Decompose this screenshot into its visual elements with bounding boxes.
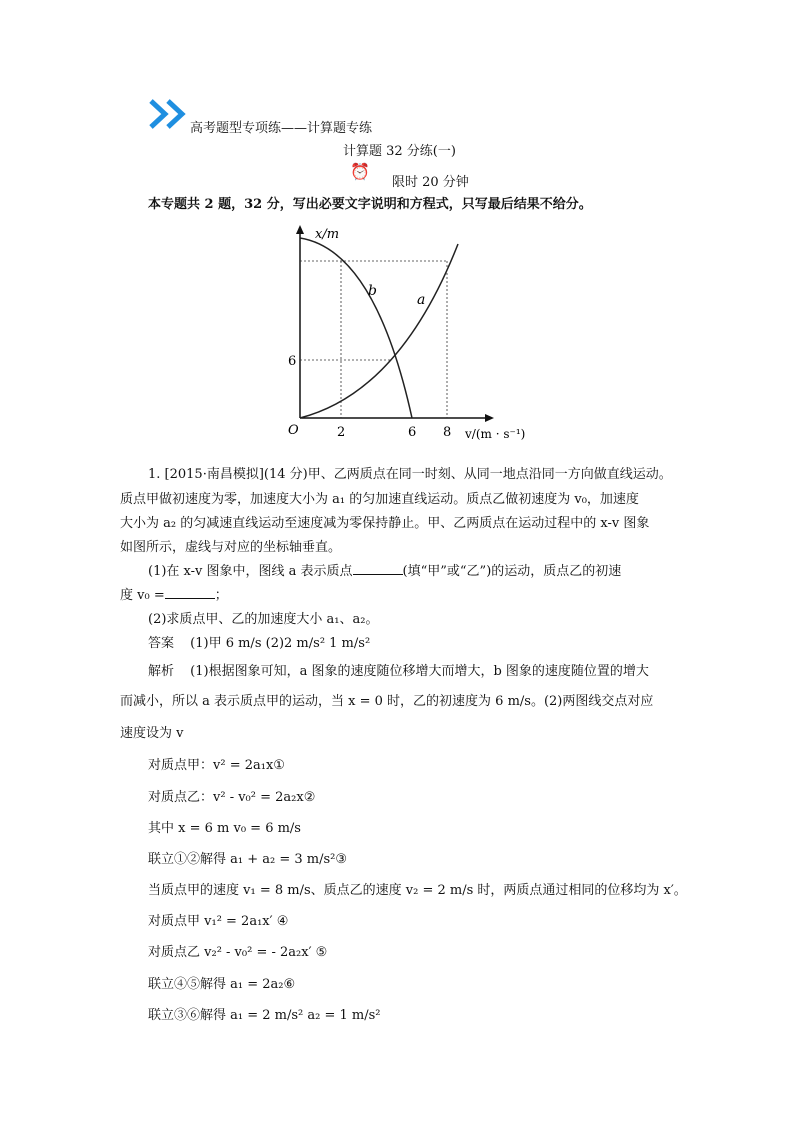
equation-line: 对质点乙 v₂² - v₀² = - 2a₂x′ ⑤ <box>148 945 328 960</box>
y-axis-arrow <box>296 225 304 234</box>
clock-icon: ⏰ <box>350 162 370 181</box>
section-title: 高考题型专项练——计算题专练 <box>190 121 373 136</box>
x-tick-label: 8 <box>443 425 452 440</box>
solution-text: (1)根据图象可知，a 图象的速度随位移增大而增大，b 图象的速度随位置的增大 <box>190 664 649 679</box>
equation-line: 对质点甲：v² = 2a₁x① <box>148 758 285 773</box>
solution-line <box>148 660 649 679</box>
equation-line: 对质点甲 v₁² = 2a₁x′ ④ <box>148 914 289 929</box>
x-v-graph <box>280 222 540 447</box>
question-1-part-b: (填“甲”或“乙”)的运动，质点乙的初速 <box>402 564 622 579</box>
problem-line: 质点甲做初速度为零，加速度大小为 a₁ 的匀加速直线运动。质点乙做初速度为 v₀，加速度 <box>120 492 639 507</box>
equation-line: 联立①②解得 a₁ + a₂ = 3 m/s²③ <box>148 852 348 867</box>
question-2: (2)求质点甲、乙的加速度大小 a₁、a₂。 <box>148 612 379 627</box>
time-limit: 限时 20 分钟 <box>392 175 469 190</box>
y-tick-label: 6 <box>288 354 297 369</box>
problem-line: 如图所示，虚线与对应的坐标轴垂直。 <box>120 540 342 555</box>
double-chevron-icon <box>148 98 188 130</box>
problem-line: 1. [2015·南昌模拟](14 分)甲、乙两质点在同一时刻、从同一地点沿同一方向做直线运动。 <box>148 467 672 482</box>
solution-label: 解析 <box>148 664 175 679</box>
x-tick-label: 6 <box>408 425 417 440</box>
question-1-part-a: (1)在 x-v 图象中，图线 a 表示质点 <box>148 564 353 579</box>
origin-label: O <box>288 423 299 438</box>
curve-a-line <box>300 244 458 418</box>
equation-line: 其中 x = 6 m v₀ = 6 m/s <box>148 821 301 836</box>
curve-a-label: a <box>417 292 426 308</box>
equation-line: 对质点乙：v² - v₀² = 2a₂x② <box>148 790 316 805</box>
x-axis-label: v/(m · s⁻¹) <box>465 427 526 441</box>
question-1 <box>148 560 621 579</box>
answer-line <box>148 632 370 651</box>
x-axis-arrow <box>485 414 494 422</box>
page-subtitle: 计算题 32 分练(一) <box>343 144 456 159</box>
equation-line: 联立④⑤解得 a₁ = 2a₂⑥ <box>148 977 296 992</box>
answer-blank[interactable] <box>165 586 215 599</box>
answer-blank[interactable] <box>353 562 403 575</box>
question-1-part-c: 度 v₀ = <box>120 588 165 603</box>
answer-label: 答案 <box>148 636 175 651</box>
question-1-part-d: ； <box>214 588 228 603</box>
intro-text: 本专题共 2 题，32 分，写出必要文字说明和方程式，只写最后结果不给分。 <box>148 197 592 212</box>
curve-b-label: b <box>368 283 377 299</box>
solution-line: 而减小，所以 a 表示质点甲的运动，当 x = 0 时，乙的初速度为 6 m/s。(2)两图线交点对应 <box>120 694 654 709</box>
equation-line: 联立③⑥解得 a₁ = 2 m/s² a₂ = 1 m/s² <box>148 1008 381 1023</box>
answer-text: (1)甲 6 m/s (2)2 m/s² 1 m/s² <box>190 636 371 651</box>
equation-line: 当质点甲的速度 v₁ = 8 m/s、质点乙的速度 v₂ = 2 m/s 时，两质点通过相同的位移均为 x′。 <box>148 883 687 898</box>
y-axis-label: x/m <box>315 227 340 242</box>
solution-line: 速度设为 v <box>120 726 184 741</box>
problem-line: 大小为 a₂ 的匀减速直线运动至速度减为零保持静止。甲、乙两质点在运动过程中的 x-v 图象 <box>120 516 650 531</box>
question-1-cont <box>120 584 228 603</box>
x-tick-label: 2 <box>337 425 346 440</box>
